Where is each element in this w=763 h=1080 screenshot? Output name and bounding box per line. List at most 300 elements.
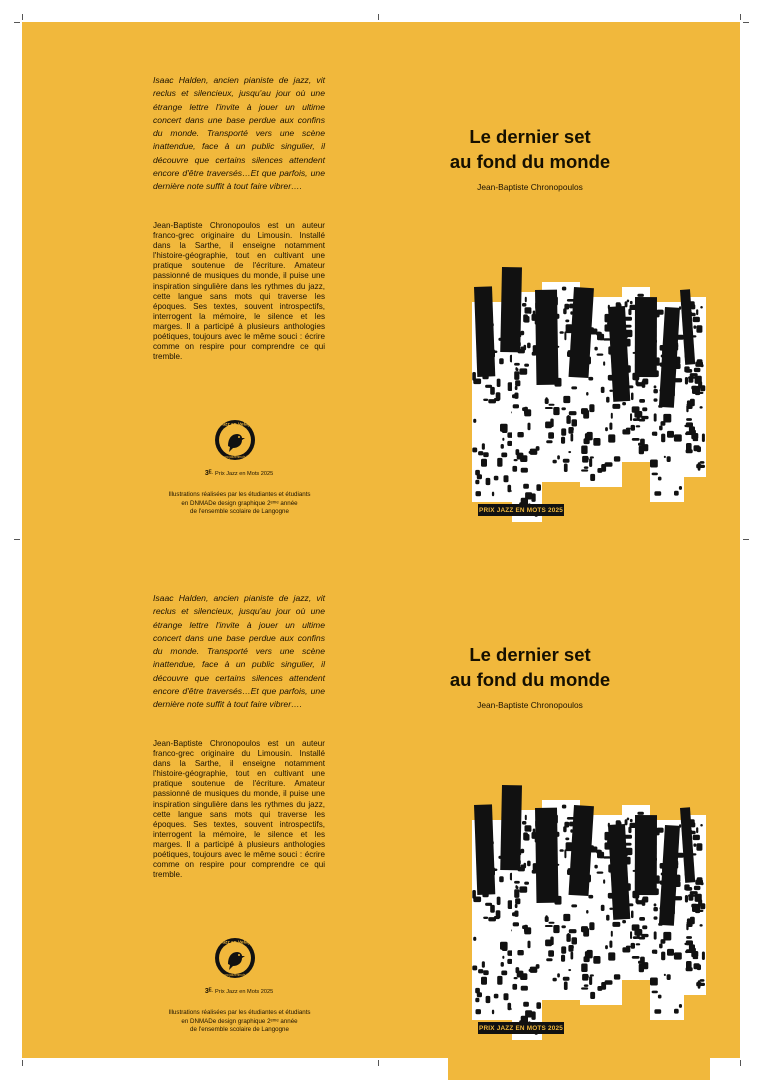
texture-blot: [687, 918, 690, 926]
texture-blot: [561, 925, 566, 928]
texture-blot: [477, 992, 482, 997]
texture-blot: [636, 425, 641, 427]
bird-seal-icon: [214, 937, 256, 979]
texture-blot: [553, 925, 559, 933]
texture-blot: [626, 428, 631, 430]
texture-blot: [571, 434, 574, 442]
texture-blot: [639, 446, 644, 455]
texture-blot: [482, 961, 485, 968]
bird-seal-icon: [214, 419, 256, 461]
texture-blot: [622, 920, 626, 923]
texture-blot: [565, 838, 569, 841]
texture-blot: [642, 897, 648, 903]
texture-blot: [637, 812, 644, 815]
texture-blot: [589, 976, 592, 985]
texture-blot: [515, 898, 520, 904]
texture-blot: [563, 396, 570, 403]
texture-blot: [622, 947, 630, 952]
texture-blot: [564, 464, 568, 473]
texture-blot: [581, 964, 587, 973]
svg-text:Jazz en Velay: Jazz en Velay: [219, 422, 251, 428]
texture-blot: [501, 444, 504, 449]
texture-blot: [655, 950, 658, 954]
texture-blot: [512, 466, 517, 472]
texture-blot: [611, 931, 613, 937]
texture-blot: [521, 849, 525, 854]
texture-blot: [622, 402, 626, 405]
svg-text:www.jazzenmots.fr: www.jazzenmots.fr: [221, 455, 249, 459]
texture-blot: [691, 313, 695, 316]
texture-blot: [679, 486, 682, 490]
texture-blot: [606, 915, 609, 921]
texture-blot: [525, 297, 527, 302]
book-author: Jean-Baptiste Chronopoulos: [477, 182, 583, 192]
texture-blot: [519, 886, 527, 892]
texture-blot: [584, 457, 589, 461]
texture-blot: [501, 971, 507, 976]
texture-blot: [693, 843, 696, 847]
texture-blot: [565, 320, 569, 323]
texture-blot: [685, 895, 688, 903]
texture-blot: [696, 309, 698, 315]
texture-blot: [685, 377, 688, 385]
texture-blot: [636, 943, 641, 945]
texture-blot: [584, 984, 589, 987]
texture-blot: [652, 473, 658, 476]
cover-sheet-top: [22, 22, 740, 540]
texture-blot: [605, 462, 613, 467]
texture-blot: [501, 962, 504, 967]
texture-blot: [581, 408, 588, 414]
texture-blot: [650, 460, 658, 468]
crop-mark: [740, 1060, 741, 1066]
book-author: Jean-Baptiste Chronopoulos: [477, 700, 583, 710]
texture-blot: [589, 404, 594, 412]
texture-blot: [472, 448, 477, 453]
texture-blot: [564, 304, 569, 310]
texture-blot: [622, 429, 630, 434]
texture-blot: [628, 309, 631, 316]
texture-blot: [548, 950, 554, 957]
texture-blot: [483, 970, 489, 975]
texture-blot: [571, 904, 577, 907]
texture-blot: [562, 287, 566, 291]
texture-blot: [569, 411, 577, 415]
texture-blot: [630, 413, 632, 421]
texture-blot: [690, 917, 695, 925]
texture-blot: [628, 827, 631, 834]
texture-blot: [674, 491, 679, 496]
texture-blot: [605, 427, 608, 431]
texture-blot: [529, 828, 531, 832]
texture-blot: [476, 491, 482, 496]
texture-blot: [525, 492, 532, 499]
texture-blot: [642, 407, 647, 411]
prize-tag: PRIX JAZZ EN MOTS 2025: [478, 1022, 564, 1034]
texture-blot: [581, 926, 588, 932]
texture-blot: [502, 956, 504, 959]
texture-blot: [546, 958, 552, 961]
texture-blot: [695, 894, 702, 902]
texture-blot: [686, 887, 693, 891]
texture-blot: [693, 835, 700, 840]
book-title: Le dernier set au fond du monde: [449, 644, 611, 690]
texture-blot: [584, 975, 589, 979]
texture-blot: [594, 347, 597, 351]
texture-blot: [590, 992, 595, 999]
texture-blot: [514, 393, 518, 399]
texture-blot: [601, 905, 605, 911]
texture-blot: [605, 945, 608, 949]
texture-blot: [654, 1009, 661, 1014]
black-key: [535, 290, 558, 385]
texture-blot: [478, 451, 483, 455]
texture-blot: [522, 821, 526, 825]
texture-blot: [603, 856, 610, 858]
texture-blot: [508, 1003, 512, 1010]
texture-blot: [490, 387, 495, 395]
texture-blot: [603, 338, 610, 340]
black-key: [500, 785, 522, 870]
texture-blot: [524, 364, 529, 367]
texture-blot: [490, 905, 495, 913]
texture-blot: [661, 952, 665, 961]
texture-blot: [545, 925, 553, 927]
texture-blot: [521, 331, 525, 336]
texture-blot: [597, 354, 604, 356]
texture-blot: [609, 941, 612, 948]
texture-blot: [586, 910, 588, 914]
texture-blot: [632, 956, 640, 959]
texture-blot: [473, 419, 476, 423]
texture-blot: [514, 363, 520, 366]
texture-blot: [571, 386, 577, 389]
texture-blot: [496, 392, 501, 400]
texture-blot: [508, 382, 513, 391]
texture-blot: [523, 484, 529, 489]
texture-blot: [639, 399, 645, 403]
texture-blot: [514, 881, 520, 884]
texture-blot: [601, 387, 605, 393]
texture-blot: [564, 982, 568, 991]
texture-blot: [501, 453, 507, 458]
texture-blot: [693, 317, 700, 322]
texture-blot: [496, 910, 501, 918]
texture-blot: [690, 399, 695, 407]
book-title: Le dernier set au fond du monde: [449, 126, 611, 172]
texture-blot: [488, 399, 496, 403]
texture-blot: [608, 952, 615, 960]
texture-blot: [475, 998, 479, 1003]
texture-blot: [654, 398, 658, 401]
black-key: [474, 286, 495, 377]
texture-blot: [514, 911, 518, 917]
texture-blot: [667, 431, 674, 438]
texture-blot: [561, 955, 565, 962]
texture-blot: [519, 368, 527, 374]
texture-blot: [597, 872, 604, 874]
texture-blot: [545, 422, 552, 429]
texture-blot: [697, 964, 701, 970]
texture-blot: [700, 406, 703, 409]
texture-blot: [581, 987, 588, 989]
texture-blot: [508, 900, 513, 909]
texture-blot: [589, 922, 594, 930]
texture-blot: [521, 468, 528, 473]
texture-blot: [696, 982, 701, 986]
texture-blot: [524, 834, 530, 841]
texture-blot: [524, 316, 530, 323]
texture-blot: [626, 946, 631, 948]
texture-blot: [663, 932, 671, 941]
texture-blot: [640, 957, 645, 964]
texture-blot: [654, 931, 657, 939]
texture-blot: [605, 980, 613, 985]
texture-blot: [564, 849, 566, 858]
texture-blot: [631, 911, 634, 919]
texture-blot: [693, 325, 696, 329]
texture-blot: [653, 389, 658, 393]
svg-text:www.jazzenmots.fr: www.jazzenmots.fr: [221, 973, 249, 977]
cover-sheet-bottom: [22, 540, 740, 1058]
texture-blot: [561, 407, 566, 410]
texture-blot: [477, 474, 482, 479]
prize-mention: 3ᴱ· Prix Jazz en Mots 2025: [204, 988, 274, 995]
texture-blot: [557, 973, 560, 977]
texture-blot: [631, 425, 635, 431]
texture-blot: [654, 916, 658, 919]
texture-blot: [517, 453, 524, 460]
texture-blot: [473, 379, 481, 385]
texture-blot: [504, 993, 509, 1000]
texture-blot: [536, 446, 540, 451]
texture-blot: [581, 446, 587, 455]
texture-blot: [515, 386, 518, 390]
texture-blot: [515, 904, 518, 908]
texture-blot: [585, 433, 592, 439]
texture-blot: [658, 477, 662, 481]
texture-blot: [481, 459, 487, 467]
texture-blot: [525, 1010, 532, 1017]
texture-blot: [594, 865, 597, 869]
crop-mark: [743, 22, 749, 23]
texture-blot: [654, 903, 657, 906]
texture-blot: [522, 303, 526, 307]
texture-blot: [586, 392, 588, 396]
back-cover-blurb: Isaac Halden, ancien pianiste de jazz, vit reclus et silencieux, jusqu'au jour où une étrange lettre l'invite à jouer un ultime concert dans une base perdue aux confins du monde. Transporté vers une scène inattendue, face à un public singulier, il découvre que certains silences attendent encore d'être traversés…Et que parfois, une dernière note suffit à tout faire vibrer….: [153, 593, 325, 710]
texture-blot: [564, 331, 566, 340]
texture-blot: [514, 889, 519, 898]
texture-blot: [529, 310, 531, 314]
texture-blot: [483, 452, 489, 457]
texture-blot: [497, 379, 501, 387]
texture-blot: [627, 300, 630, 303]
texture-blot: [499, 358, 504, 364]
crop-mark: [22, 14, 23, 20]
texture-blot: [589, 458, 592, 467]
texture-blot: [633, 936, 638, 939]
texture-blot: [525, 815, 527, 820]
texture-blot: [686, 418, 692, 421]
texture-blot: [561, 946, 566, 953]
texture-blot: [658, 995, 662, 999]
texture-blot: [667, 974, 671, 980]
texture-blot: [497, 458, 502, 467]
back-cover-blurb: Isaac Halden, ancien pianiste de jazz, vit reclus et silencieux, jusqu'au jour où une étrange lettre l'invite à jouer un ultime concert dans une base perdue aux confins du monde. Transporté vers une scène inattendue, face à un public singulier, il découvre que certains silences attendent encore d'être traversés…Et que parfois, une dernière note suffit à tout faire vibrer….: [153, 75, 325, 192]
texture-blot: [485, 903, 492, 906]
texture-blot: [507, 441, 512, 446]
texture-blot: [667, 456, 671, 462]
crop-mark: [22, 1060, 23, 1066]
texture-blot: [590, 456, 594, 458]
texture-blot: [639, 964, 644, 973]
texture-blot: [560, 331, 564, 334]
texture-blot: [694, 368, 701, 372]
texture-blot: [630, 301, 633, 304]
texture-blot: [608, 434, 615, 442]
texture-blot: [548, 432, 554, 439]
illustration-credits: Illustrations réalisées par les étudiantes et étudiants en DNMADe design graphique 2ᵉᵐᵉ année de l'ensemble scolaire de Langogne: [168, 1009, 311, 1034]
texture-blot: [528, 941, 531, 949]
texture-blot: [612, 922, 620, 927]
texture-blot: [696, 325, 702, 333]
texture-blot: [654, 385, 657, 388]
texture-blot: [674, 434, 682, 441]
texture-blot: [674, 952, 682, 959]
texture-blot: [568, 969, 571, 971]
texture-blot: [529, 969, 535, 972]
texture-blot: [588, 377, 593, 381]
texture-blot: [664, 456, 666, 458]
texture-blot: [606, 397, 609, 403]
texture-blot: [611, 413, 613, 419]
texture-blot: [584, 466, 589, 469]
black-key: [500, 267, 522, 352]
texture-blot: [609, 390, 613, 392]
texture-blot: [481, 977, 487, 985]
texture-blot: [702, 434, 705, 443]
texture-blot: [566, 416, 570, 424]
texture-blot: [664, 974, 666, 976]
texture-blot: [529, 451, 535, 454]
texture-blot: [507, 959, 512, 964]
texture-blot: [524, 863, 527, 869]
texture-blot: [700, 306, 703, 309]
author-bio: Jean-Baptiste Chronopoulos est un auteur franco-grec originaire du Limousin. Installé dans la Sarthe, il enseigne notamment l'histoire-géographie, tout en cultivant une pratique soutenue de l'écriture. Amateur passionné de musiques du monde, il puise une inspiration singulière dans les rythmes du jazz, cette langue sans mots qui traverse les époques. Ses textes, souvent introspectifs, interrogent la mémoire, le silence et les marges. Il a participé à plusieurs anthologies poétiques, toujours avec le même souci : écrire comme on respire pour comprendre ce qui tremble.: [153, 739, 325, 880]
texture-blot: [524, 882, 529, 885]
texture-blot: [521, 986, 528, 991]
texture-blot: [581, 469, 588, 471]
texture-blot: [603, 361, 605, 365]
texture-blot: [483, 917, 488, 919]
texture-blot: [492, 492, 494, 497]
texture-blot: [516, 368, 519, 371]
texture-blot: [641, 416, 648, 419]
texture-blot: [631, 943, 635, 949]
texture-blot: [562, 805, 566, 809]
texture-blot: [674, 1009, 679, 1014]
texture-blot: [603, 879, 605, 883]
texture-blot: [630, 931, 632, 939]
texture-blot: [517, 432, 523, 437]
texture-blot: [475, 480, 479, 485]
texture-blot: [473, 937, 476, 941]
texture-blot: [569, 929, 577, 933]
texture-blot: [527, 861, 531, 867]
texture-blot: [593, 956, 600, 964]
texture-blot: [536, 484, 541, 491]
texture-blot: [692, 430, 696, 437]
texture-blot: [686, 449, 693, 453]
texture-blot: [688, 377, 695, 379]
texture-blot: [634, 411, 642, 418]
texture-blot: [545, 398, 549, 404]
texture-blot: [632, 438, 640, 441]
texture-blot: [701, 364, 704, 367]
prize-tag: PRIX JAZZ EN MOTS 2025: [478, 504, 564, 516]
texture-blot: [497, 976, 502, 985]
texture-blot: [640, 439, 645, 446]
texture-blot: [571, 952, 574, 960]
texture-blot: [563, 914, 570, 921]
texture-blot: [553, 460, 557, 464]
texture-blot: [659, 944, 663, 949]
texture-blot: [593, 438, 600, 446]
texture-blot: [515, 380, 520, 386]
texture-blot: [642, 379, 648, 385]
texture-blot: [549, 404, 555, 406]
texture-blot: [473, 897, 481, 903]
texture-blot: [516, 886, 519, 889]
texture-blot: [642, 925, 647, 929]
texture-blot: [585, 951, 592, 957]
texture-blot: [523, 1002, 529, 1007]
texture-blot: [476, 1009, 482, 1014]
texture-blot: [625, 819, 628, 825]
texture-blot: [614, 974, 620, 979]
svg-text:Jazz en Velay: Jazz en Velay: [219, 940, 251, 946]
texture-blot: [627, 818, 630, 821]
texture-blot: [549, 922, 555, 924]
texture-blot: [485, 385, 492, 388]
texture-blot: [553, 407, 559, 415]
texture-blot: [545, 916, 549, 922]
texture-blot: [568, 947, 573, 952]
texture-blot: [694, 886, 701, 890]
texture-blot: [659, 426, 663, 431]
texture-blot: [641, 934, 648, 937]
texture-blot: [639, 917, 645, 921]
texture-blot: [545, 940, 552, 947]
texture-blot: [663, 414, 671, 423]
texture-blot: [700, 461, 705, 464]
texture-blot: [560, 849, 564, 852]
texture-blot: [590, 974, 594, 976]
texture-blot: [524, 345, 527, 351]
texture-blot: [500, 942, 508, 950]
illustration-credits: Illustrations réalisées par les étudiantes et étudiants en DNMADe design graphique 2ᵉᵐᵉ année de l'ensemble scolaire de Langogne: [168, 491, 311, 516]
texture-blot: [499, 876, 504, 882]
texture-blot: [650, 978, 658, 986]
texture-blot: [514, 371, 519, 380]
texture-blot: [513, 922, 519, 926]
texture-blot: [502, 438, 504, 441]
texture-blot: [687, 400, 690, 408]
texture-blot: [557, 455, 560, 459]
texture-blot: [494, 994, 499, 999]
texture-blot: [513, 404, 519, 408]
texture-blot: [517, 971, 524, 978]
